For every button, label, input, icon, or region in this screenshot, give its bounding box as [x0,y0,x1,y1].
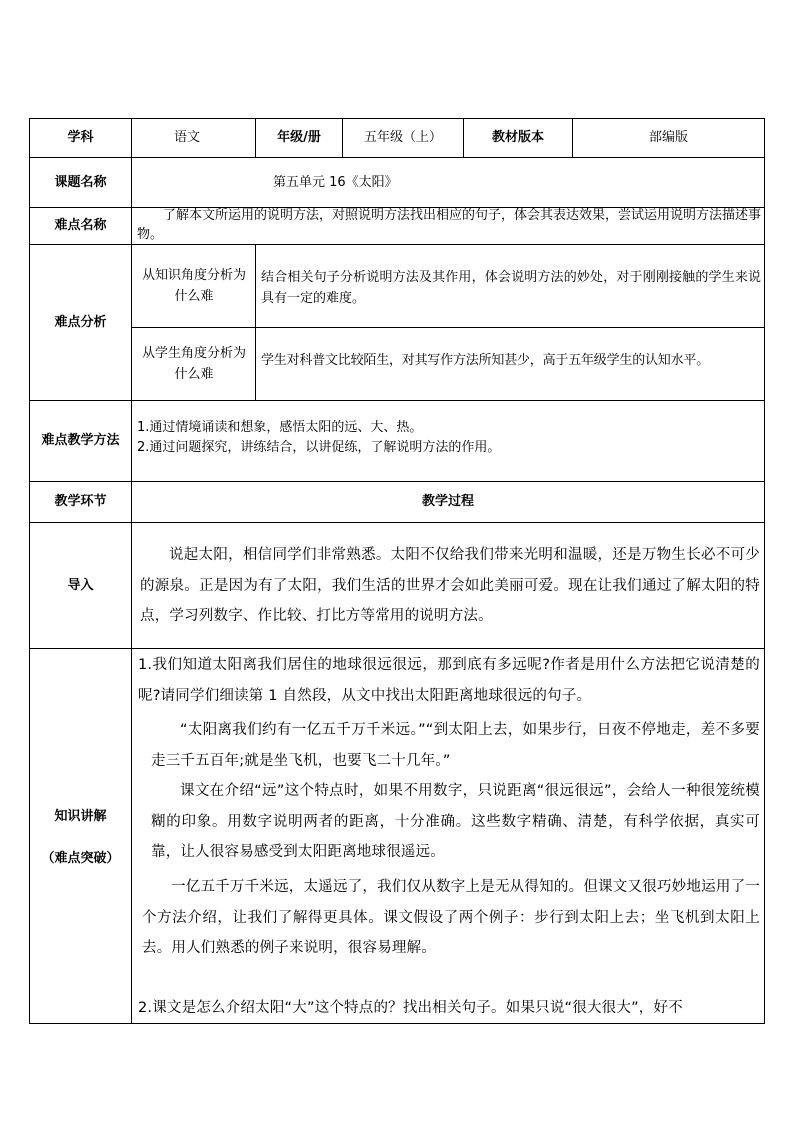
method-label: 难点教学方法 [41,433,120,448]
subject-label: 学科 [67,130,94,145]
table-border [29,400,765,401]
knowledge-question-2: 2.课文是怎么介绍太阳“大”这个特点的？找出相关句子。如果只说“很大很大”，好不 [138,1000,683,1016]
knowledge-angle-value: 结合相关句子分析说明方法及其作用，体会说明方法的妙处，对于刚刚接触的学生来说具有一定的难度。 [261,270,761,306]
edition-value: 部编版 [648,130,688,145]
stage-header: 教学环节 [54,494,107,509]
lesson-label: 课题名称 [54,174,107,190]
knowledge-angle-label: 从知识角度分析为什么难 [141,268,246,304]
knowledge-label: 知识讲解 [54,809,107,824]
process-header: 教学过程 [421,494,474,509]
intro-text: 说起太阳，相信同学们非常熟悉。太阳不仅给我们带来光明和温暖，还是万物生长必不可少的源泉。正是因为有了太阳，我们生活的世界才会如此美丽可爱。现在让我们通过了解太阳的特点，学习列数字、作比较、打比方等常用的说明方法。 [140,547,760,624]
student-angle-value: 学生对科普文比较陌生，对其写作方法所知甚少，高于五年级学生的认知水平。 [261,353,710,368]
lesson-value: 第五单元 16《太阳》 [273,174,398,190]
knowledge-question-1: 1.我们知道太阳离我们居住的地球很远很远，那到底有多远呢?作者是用什么方法把它说清楚的呢?请同学们细读第 1 自然段，从文中找出太阳距离地球很远的句子。 [138,657,760,704]
analysis-label: 难点分析 [54,314,107,330]
knowledge-quote: “太阳离我们约有一亿五千万千米远。”“到太阳上去，如果步行，日夜不停地走，差不多要走三千五百年;就是坐飞机，也要飞二十几年。” [151,722,760,769]
grade-label: 年级/册 [277,130,321,145]
difficulty-value: 了解本文所运用的说明方法，对照说明方法找出相应的句子，体会其表达效果，尝试运用说明方法描述事物。 [137,208,762,242]
edition-label: 教材版本 [491,130,544,145]
method-item: 1.通过情境诵读和想象，感悟太阳的远、大、热。 [137,420,423,435]
table-border [29,648,765,649]
table-border [29,522,765,523]
table-border [131,118,132,1024]
table-border [764,118,765,1024]
student-angle-label: 从学生角度分析为什么难 [141,346,246,382]
table-border [255,244,256,401]
knowledge-example: 一亿五千万千米远，太遥远了，我们仅从数字上是无从得知的。但课文又很巧妙地运用了一个方法介绍，让我们了解得更具体。课文假设了两个例子：步行到太阳上去；坐飞机到太阳上去。用人们熟悉的例子来说明，很容易理解。 [142,879,760,956]
subject-value: 语文 [174,130,201,145]
difficulty-label: 难点名称 [54,218,107,233]
knowledge-explanation: 课文在介绍“远”这个特点时，如果不用数字，只说距离“很远很远”，会给人一种很笼统模糊的印象。用数字说明两者的距离，十分准确。这些数字精确、清楚，有科学依据，真实可靠，让人很容易感受到太阳距离地球很遥远。 [151,783,760,860]
method-item: 2.通过问题探究，讲练结合，以讲促练，了解说明方法的作用。 [137,440,501,455]
grade-value: 五年级（上） [363,130,442,145]
knowledge-sublabel: （难点突破） [41,851,120,866]
intro-label: 导入 [67,577,94,593]
